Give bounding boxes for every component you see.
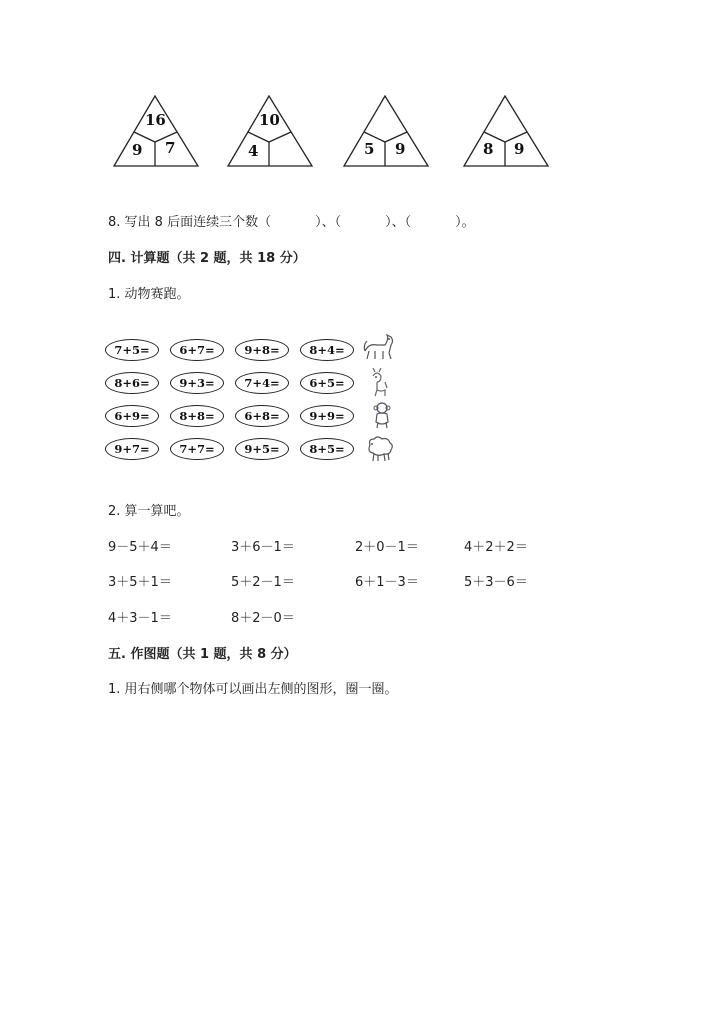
race-equation: 6+5= <box>300 372 354 394</box>
calc-item: 3＋5＋1＝ <box>108 575 172 590</box>
race-equation: 8+5= <box>300 438 354 460</box>
triangle-right-number: 9 <box>514 140 525 158</box>
race-equation: 9+5= <box>235 438 289 460</box>
calc-item: 5＋2－1＝ <box>231 575 295 590</box>
calc-item: 4＋2＋2＝ <box>464 540 528 555</box>
race-equation: 7+5= <box>105 339 159 361</box>
race-equation: 8+6= <box>105 372 159 394</box>
race-equation: 9+7= <box>105 438 159 460</box>
question-8-separator: ）、（ <box>385 215 412 230</box>
race-equation: 9+9= <box>300 405 354 427</box>
calc-item: 5＋3－6＝ <box>464 575 528 590</box>
number-triangle-3 <box>342 94 430 168</box>
section-5-title: 五. 作图题（共 1 题，共 8 分） <box>108 647 297 662</box>
calc-item: 9－5＋4＝ <box>108 540 172 555</box>
race-equation: 8+4= <box>300 339 354 361</box>
sheep-icon <box>364 435 396 463</box>
triangle-left-number: 9 <box>132 141 143 159</box>
section-4-title: 四. 计算题（共 2 题，共 18 分） <box>108 251 306 266</box>
calc-item: 8＋2－0＝ <box>231 611 295 626</box>
number-triangle-2 <box>226 94 314 168</box>
section-4-question-2: 2. 算一算吧。 <box>108 504 190 519</box>
calc-item: 2＋0－1＝ <box>355 540 419 555</box>
question-8-prompt: 8. 写出 8 后面连续三个数（ <box>108 215 272 230</box>
triangle-top-number: 16 <box>145 111 166 129</box>
race-equation: 7+4= <box>235 372 289 394</box>
triangle-top-number: 10 <box>259 111 280 129</box>
section-4-question-1: 1. 动物赛跑。 <box>108 287 190 302</box>
triangle-left-number: 8 <box>483 140 494 158</box>
triangle-left-number: 4 <box>248 142 259 160</box>
question-8 <box>108 215 475 231</box>
race-equation: 6+9= <box>105 405 159 427</box>
calc-item: 6＋1－3＝ <box>355 575 419 590</box>
question-8-separator: ）、（ <box>315 215 342 230</box>
race-equation: 9+8= <box>235 339 289 361</box>
question-8-end: ）。 <box>455 215 475 230</box>
triangle-left-number: 5 <box>364 140 375 158</box>
race-equation: 7+7= <box>170 438 224 460</box>
calc-item: 4＋3－1＝ <box>108 611 172 626</box>
triangle-right-number: 9 <box>395 140 406 158</box>
number-triangle-4 <box>462 94 550 168</box>
horse-icon <box>361 333 397 361</box>
race-equation: 8+8= <box>170 405 224 427</box>
section-5-question-1: 1. 用右侧哪个物体可以画出左侧的图形，圈一圈。 <box>108 682 398 697</box>
race-equation: 9+3= <box>170 372 224 394</box>
race-equation: 6+8= <box>235 405 289 427</box>
monkey-icon <box>369 400 395 430</box>
race-equation: 6+7= <box>170 339 224 361</box>
number-triangle-1 <box>112 94 200 168</box>
deer-icon <box>367 368 395 398</box>
calc-item: 3＋6－1＝ <box>231 540 295 555</box>
triangle-right-number: 7 <box>165 139 176 157</box>
